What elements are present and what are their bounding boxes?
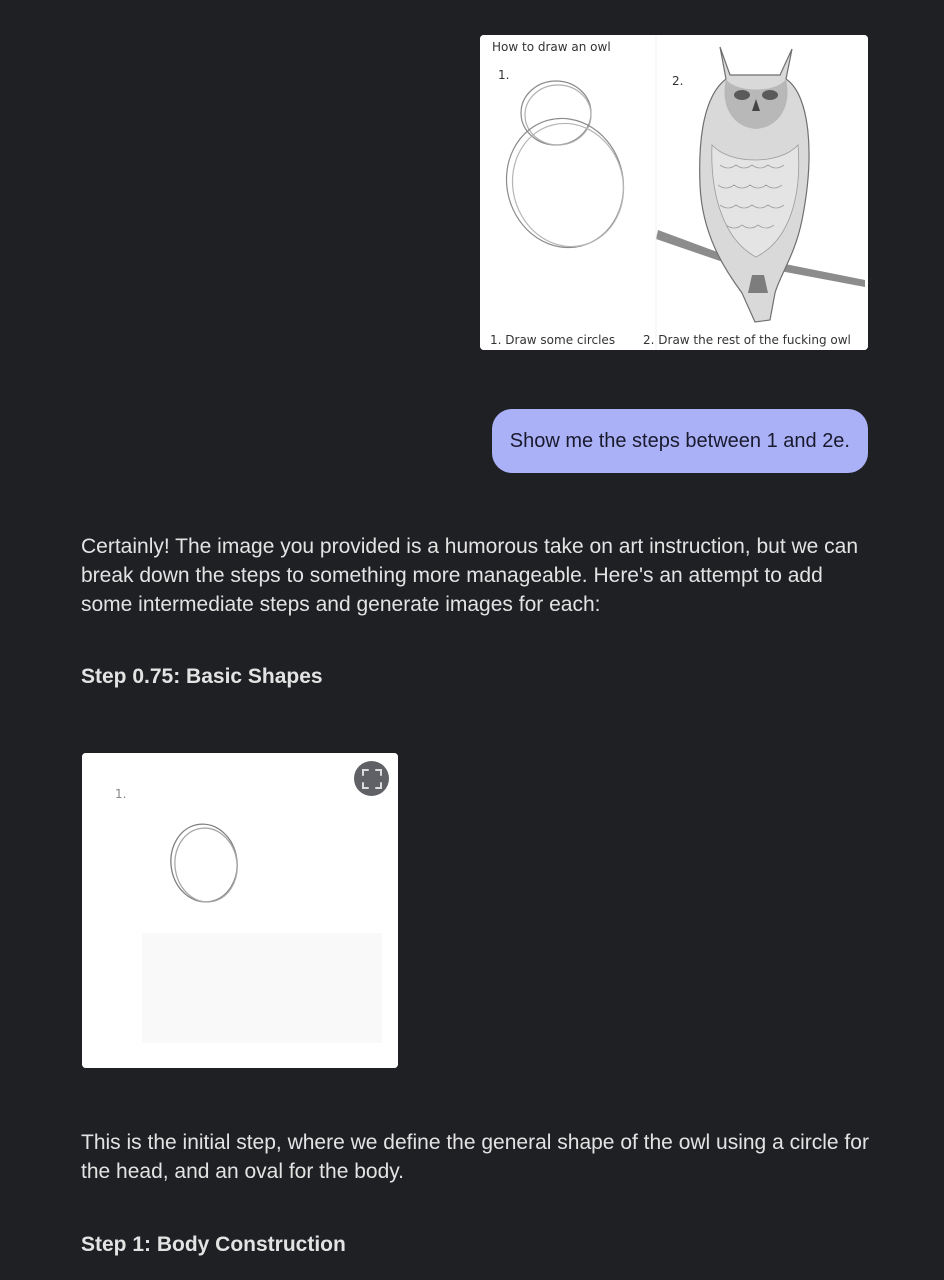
- circle-sketch-image: [82, 753, 398, 1068]
- expand-image-button[interactable]: [354, 761, 389, 796]
- response-step-description: This is the initial step, where we define the general shape of the owl using a circle for the head, and an oval for the body.: [81, 1131, 869, 1183]
- meme-caption2: 2. Draw the rest of the fucking owl: [643, 333, 851, 347]
- generated-image-label: 1.: [115, 787, 127, 801]
- owl-meme-drawing: [480, 35, 868, 350]
- expand-icon: [361, 768, 383, 790]
- uploaded-owl-image[interactable]: [480, 35, 868, 350]
- step-heading-body-construction: Step 1: Body Construction: [81, 1233, 346, 1256]
- meme-caption1: 1. Draw some circles: [490, 333, 616, 347]
- meme-step1-number: 1.: [498, 68, 510, 82]
- user-prompt-bubble: [492, 409, 868, 473]
- user-prompt-text: Show me the steps between 1 and 2e.: [509, 429, 850, 452]
- response-intro: Certainly! The image you provided is a humorous take on art instruction, but we can break down the steps to something more manageable. Here's an attempt to add some intermediate steps and generate images for each:: [81, 535, 859, 616]
- step-heading-basic-shapes: Step 0.75: Basic Shapes: [81, 665, 323, 688]
- generated-image-basic-shapes[interactable]: [82, 753, 398, 1068]
- meme-step2-number: 2.: [672, 74, 684, 88]
- meme-title: How to draw an owl: [492, 40, 611, 54]
